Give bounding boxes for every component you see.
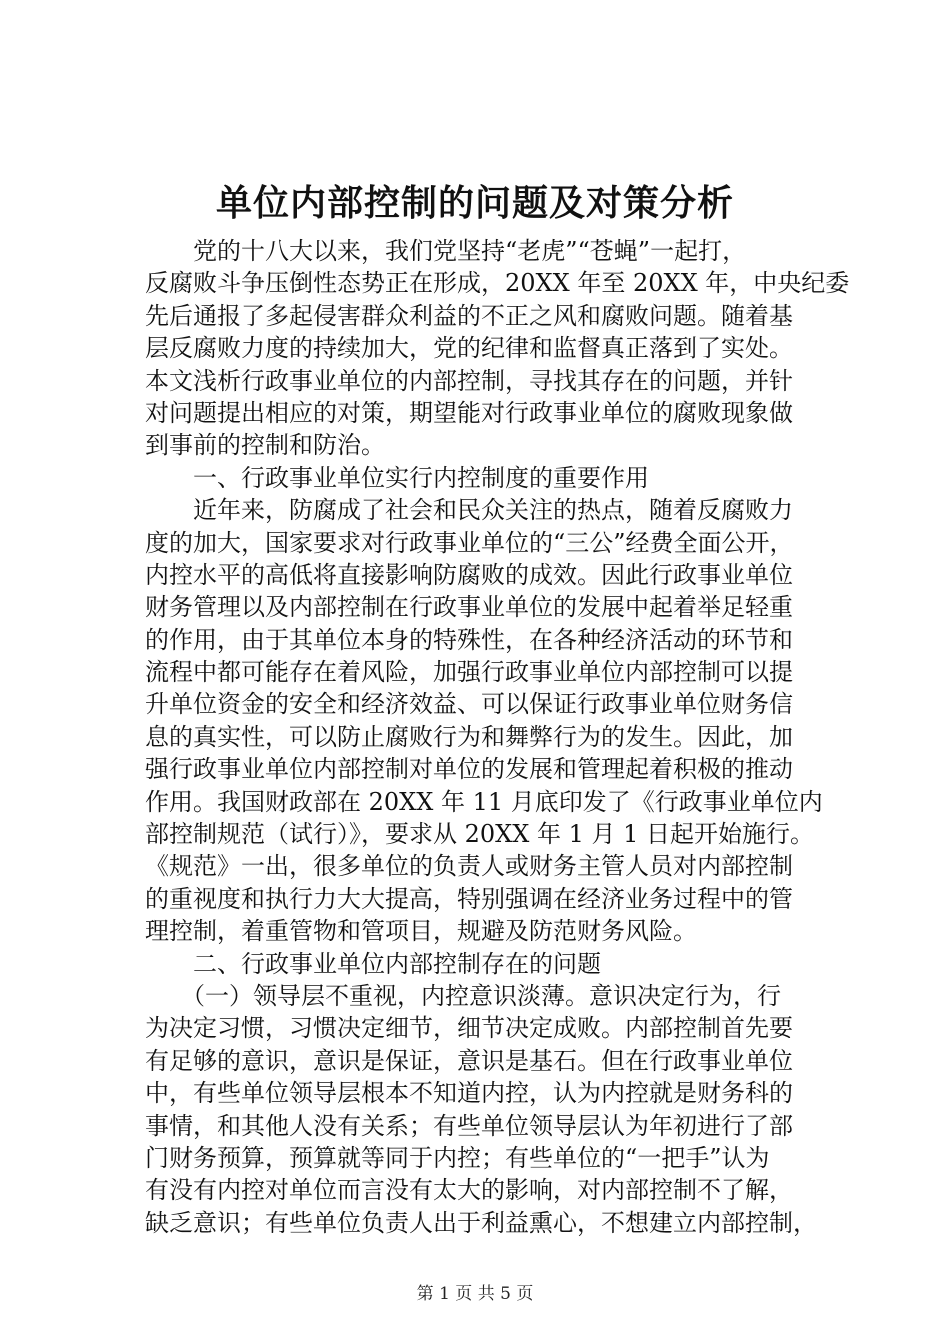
- body-line: 门财务预算，预算就等同于内控；有些单位的“一把手”认为: [145, 1143, 770, 1172]
- body-line: 息的真实性，可以防止腐败行为和舞弊行为的发生。因此，加: [145, 722, 793, 751]
- section-heading-2: 二、行政事业单位内部控制存在的问题: [145, 949, 601, 978]
- body-line: 为决定习惯，习惯决定细节，细节决定成败。内部控制首先要: [145, 1014, 793, 1043]
- body-line: 财务管理以及内部控制在行政事业单位的发展中起着举足轻重: [145, 593, 793, 622]
- body-line: （一）领导层不重视，内控意识淡薄。意识决定行为，行: [145, 981, 781, 1010]
- page-footer: 第 1 页 共 5 页: [416, 1284, 534, 1304]
- body-line: 有没有内控对单位而言没有太大的影响，对内部控制不了解，: [145, 1176, 793, 1205]
- body-line: 近年来，防腐成了社会和民众关注的热点，随着反腐败力: [145, 496, 793, 525]
- body-line: 的重视度和执行力大大提高，特别强调在经济业务过程中的管: [145, 884, 793, 913]
- body-line: 中，有些单位领导层根本不知道内控，认为内控就是财务科的: [145, 1079, 793, 1108]
- document-body: [145, 235, 850, 1239]
- body-line: 本文浅析行政事业单位的内部控制，寻找其存在的问题，并针: [145, 366, 793, 395]
- body-line: 理控制，着重管物和管项目，规避及防范财务风险。: [145, 917, 697, 946]
- body-line: 事情，和其他人没有关系；有些单位领导层认为年初进行了部: [145, 1111, 793, 1140]
- body-line: 反腐败斗争压倒性态势正在形成，20XX 年至 20XX 年，中央纪委: [145, 269, 850, 298]
- body-line: 对问题提出相应的对策，期望能对行政事业单位的腐败现象做: [145, 398, 793, 427]
- document-title: 单位内部控制的问题及对策分析: [215, 182, 734, 224]
- body-line: 度的加大，国家要求对行政事业单位的“三公”经费全面公开，: [145, 528, 794, 557]
- body-line: 《规范》一出，很多单位的负责人或财务主管人员对内部控制: [145, 852, 793, 881]
- body-line: 党的十八大以来，我们党坚持“老虎”“苍蝇”一起打，: [145, 237, 747, 265]
- body-line: 到事前的控制和防治。: [145, 431, 385, 460]
- body-line: 部控制规范（试行）》，要求从 20XX 年 1 月 1 日起开始施行。: [145, 820, 815, 849]
- body-line: 层反腐败力度的持续加大，党的纪律和监督真正落到了实处。: [145, 334, 793, 363]
- body-line: 的作用，由于其单位本身的特殊性，在各种经济活动的环节和: [145, 625, 793, 654]
- body-line: 升单位资金的安全和经济效益、可以保证行政事业单位财务信: [145, 690, 793, 719]
- body-line: 内控水平的高低将直接影响防腐败的成效。因此行政事业单位: [145, 560, 793, 589]
- body-line: 缺乏意识；有些单位负责人出于利益熏心，不想建立内部控制，: [145, 1208, 817, 1237]
- body-line: 先后通报了多起侵害群众利益的不正之风和腐败问题。随着基: [145, 301, 793, 330]
- body-line: 流程中都可能存在着风险，加强行政事业单位内部控制可以提: [145, 658, 793, 687]
- section-heading-1: 一、行政事业单位实行内控制度的重要作用: [145, 463, 649, 492]
- body-line: 作用。我国财政部在 20XX 年 11 月底印发了《行政事业单位内: [145, 787, 823, 816]
- body-line: 强行政事业单位内部控制对单位的发展和管理起着积极的推动: [145, 755, 793, 784]
- body-line: 有足够的意识，意识是保证，意识是基石。但在行政事业单位: [145, 1046, 793, 1075]
